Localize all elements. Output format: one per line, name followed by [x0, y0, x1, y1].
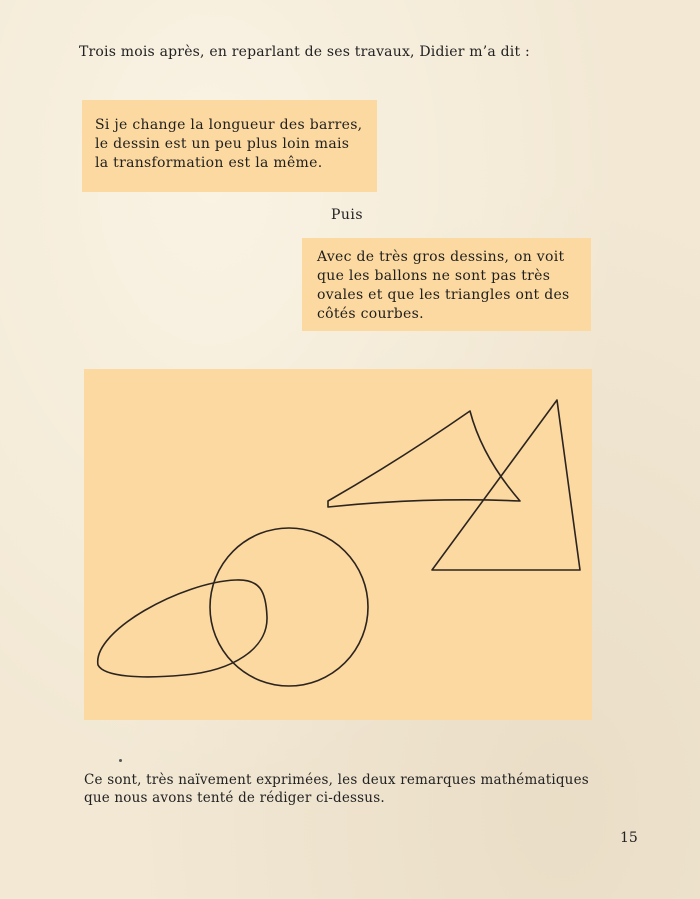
quote-2-text: Avec de très gros dessins, on voit que les ballons ne sont pas très ovales et que les triangles ont des côtés courbes. [317, 249, 570, 322]
quote-box-1 [82, 100, 377, 192]
quote-box-2 [302, 238, 591, 331]
curved-triangle-shape [328, 411, 520, 507]
intro-text: Trois mois après, en reparlant de ses travaux, Didier m’a dit : [79, 44, 530, 60]
conclusion-text: Ce sont, très naïvement exprimées, les deux remarques mathématiques que nous avons tenté de rédiger ci-dessus. [84, 772, 589, 806]
oval-shape [98, 580, 267, 677]
page-number: 15 [620, 830, 638, 846]
triangle-shape [432, 400, 580, 570]
quote-1-text: Si je change la longueur des barres, le dessin est un peu plus loin mais la transformation est la même. [95, 117, 363, 171]
figure-panel [84, 369, 592, 720]
separator-puis: Puis [331, 207, 364, 223]
stray-dot [119, 759, 122, 762]
figure-drawing [84, 369, 592, 720]
